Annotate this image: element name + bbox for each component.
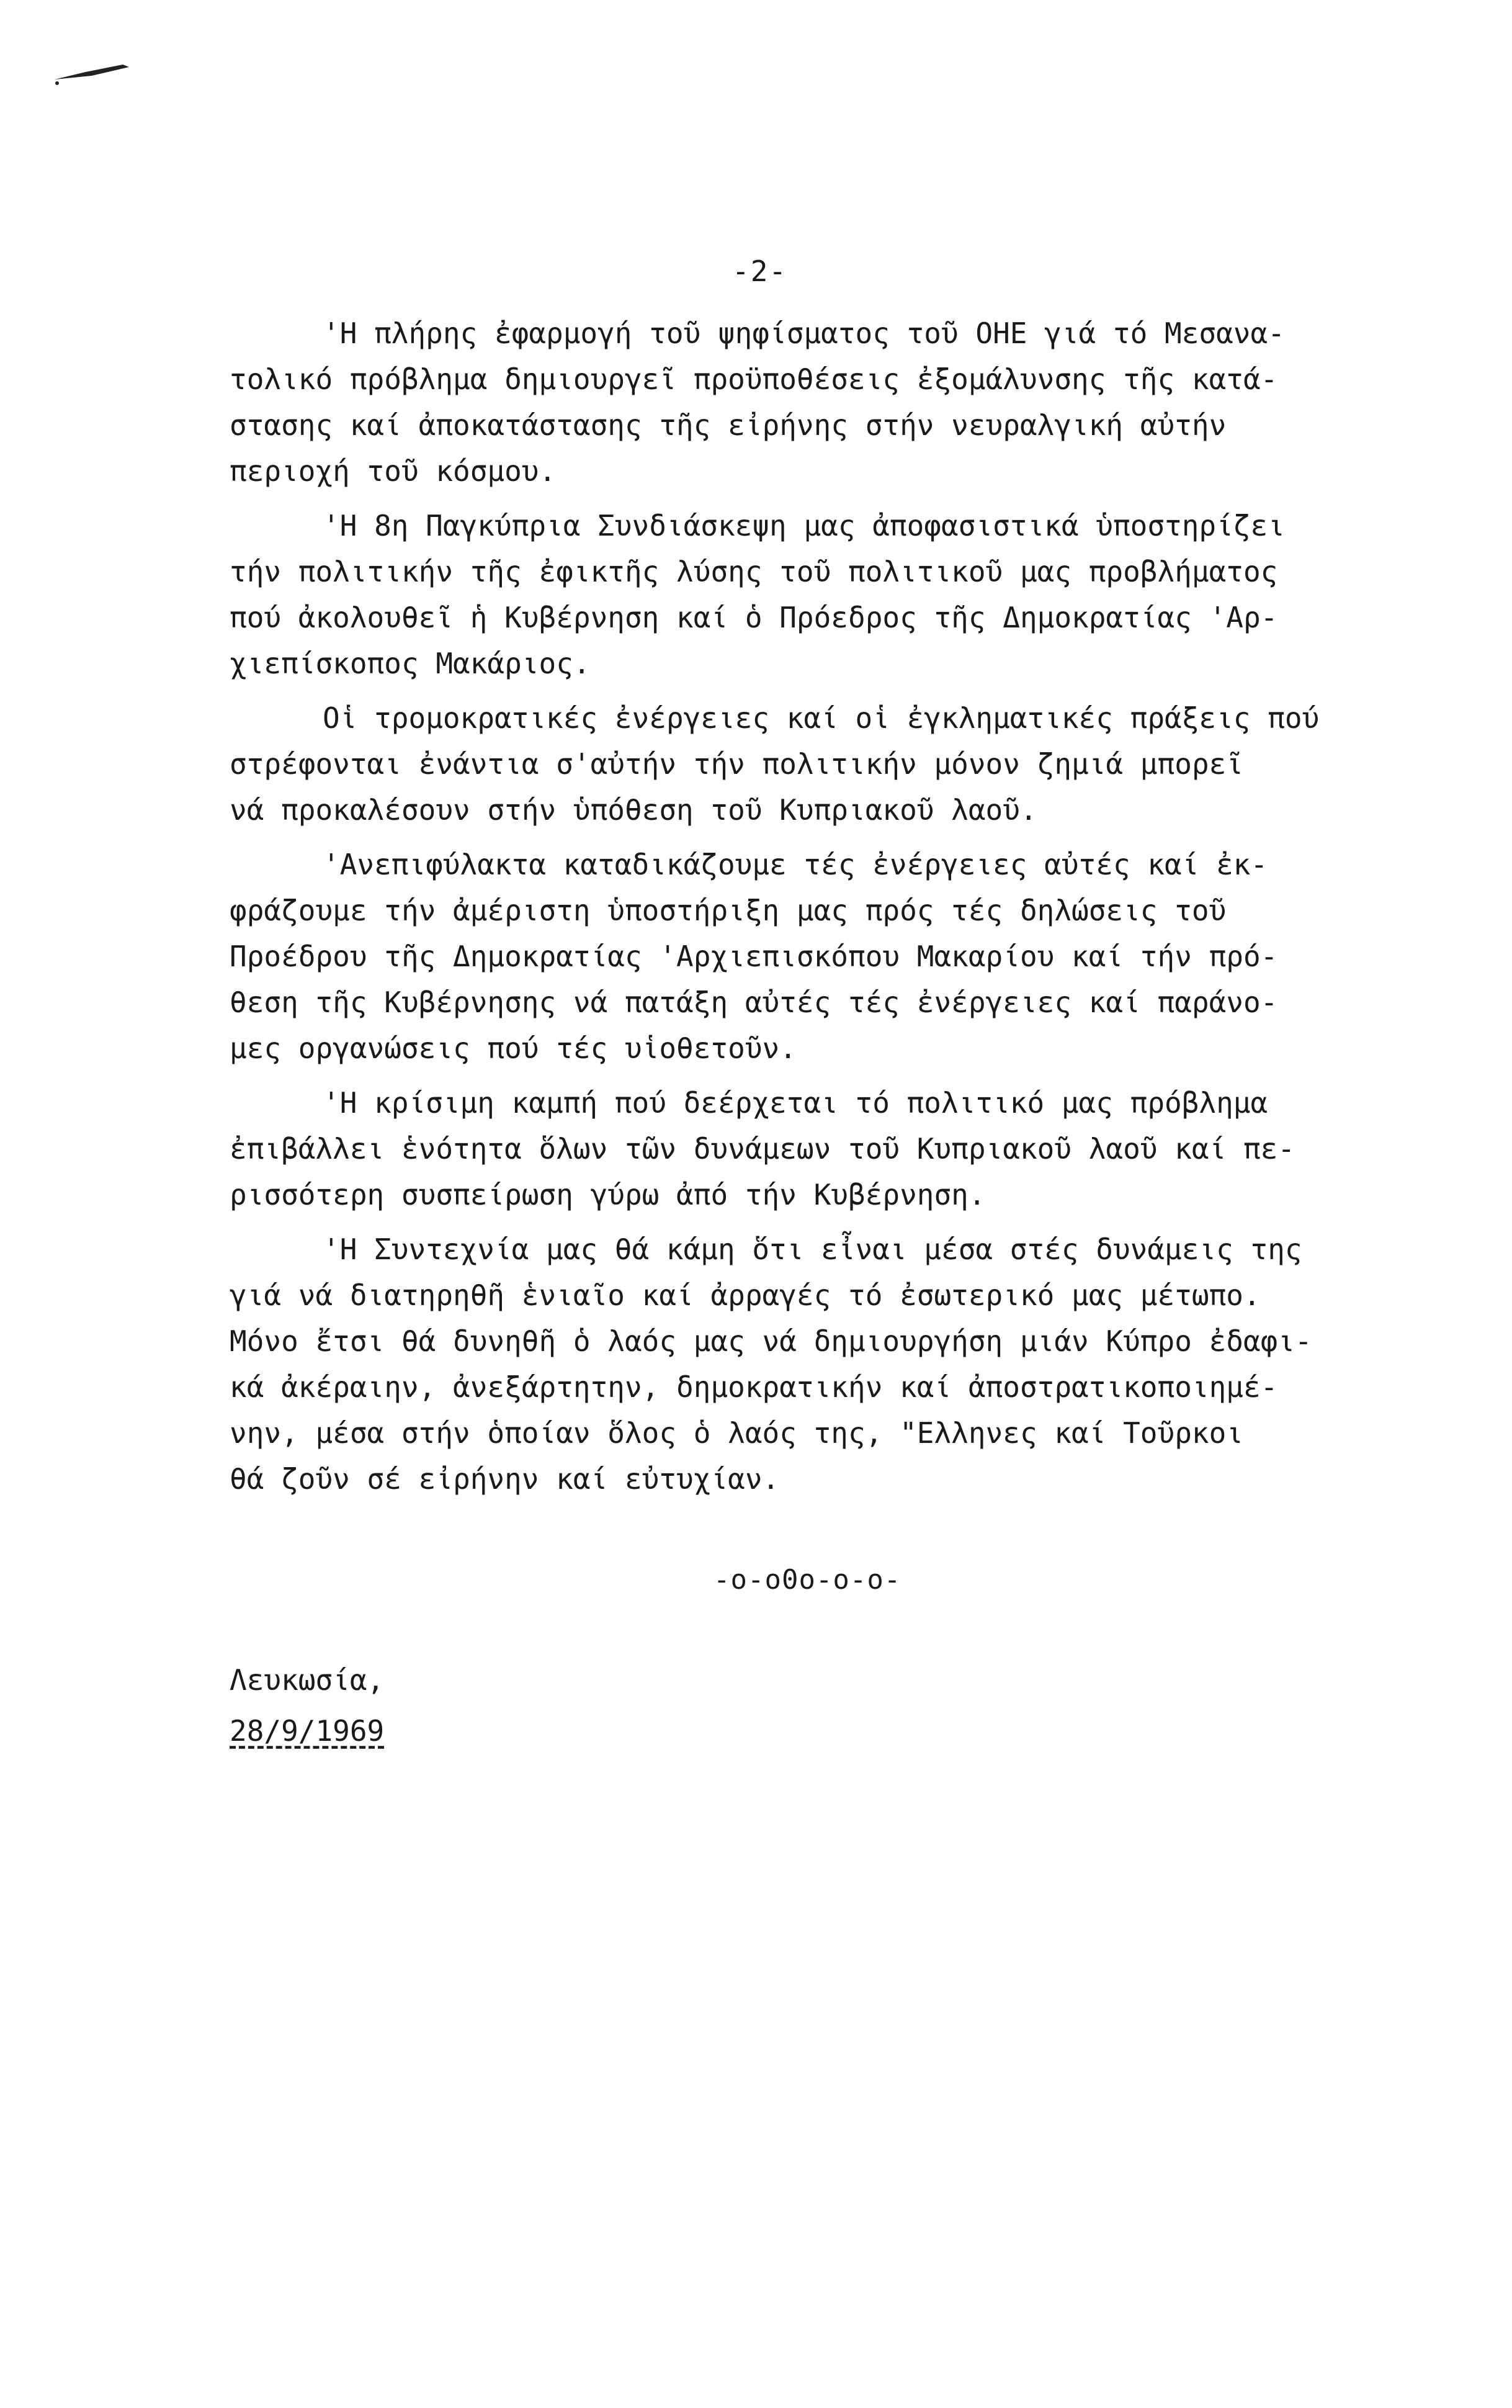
text-line: 'Η κρίσιμη καμπή πού δεέρχεται τό πολιτικό μας πρόβλημα (323, 1086, 1268, 1120)
paragraph (230, 842, 1433, 1071)
paragraph (230, 1080, 1433, 1218)
text-line: γιά νά διατηρηθῆ ἑνιαῖο καί ἀρραγές τό ἐσωτερικό μας μέτωπο. (230, 1278, 1261, 1312)
text-line: 'Η πλήρης ἐφαρμογή τοῦ ψηφίσματος τοῦ ΟΗΕ γιά τό Μεσανα- (323, 317, 1285, 350)
text-line: στασης καί ἀποκατάστασης τῆς εἰρήνης στήν νευραλγική αὐτήν (230, 408, 1227, 442)
text-line: Προέδρου τῆς Δημοκρατίας 'Αρχιεπισκόπου Μακαρίου καί τήν πρό- (230, 940, 1278, 973)
text-line: πού ἀκολουθεῖ ἡ Κυβέρνηση καί ὁ Πρόεδρος τῆς Δημοκρατίας 'Αρ- (230, 601, 1278, 634)
text-line: τήν πολιτικήν τῆς ἐφικτῆς λύσης τοῦ πολιτικοῦ μας προβλήματος (230, 555, 1278, 588)
text-line: 'Ανεπιφύλακτα καταδικάζουμε τές ἐνέργειες αὐτές καί ἐκ- (323, 848, 1268, 881)
paragraph (230, 310, 1433, 494)
section-separator: -o-o0o-o-o- (714, 1564, 901, 1596)
paragraph (230, 695, 1433, 833)
body-text (230, 310, 1433, 1502)
closing-date: 28/9/1969 (230, 1714, 385, 1748)
text-line: χιεπίσκοπος Μακάριος. (230, 647, 591, 680)
text-line: περιοχή τοῦ κόσμου. (230, 454, 557, 488)
text-line: 'Η 8η Παγκύπρια Συνδιάσκεψη μας ἀποφασιστικά ὑποστηρίζει (323, 509, 1285, 542)
ink-smudge-mark (48, 61, 135, 86)
text-line: θεση τῆς Κυβέρνησης νά πατάξη αὐτές τές ἐνέργειες καί παράνο- (230, 986, 1278, 1019)
text-line: μες οργανώσεις πού τές υἱοθετοῦν. (230, 1031, 797, 1065)
text-line: Οἱ τρομοκρατικές ἐνέργειες καί οἱ ἐγκληματικές πράξεις πού (323, 701, 1320, 735)
text-line: 'Η Συντεχνία μας θά κάμη ὅτι εἶναι μέσα στές δυνάμεις της (323, 1233, 1302, 1266)
text-line: ἐπιβάλλει ἑνότητα ὅλων τῶν δυνάμεων τοῦ Κυπριακοῦ λαοῦ καί πε- (230, 1132, 1295, 1166)
text-line: Μόνο ἔτσι θά δυνηθῆ ὁ λαός μας νά δημιουργήση μιάν Κύπρο ἐδαφι- (230, 1324, 1312, 1358)
text-line: θά ζοῦν σέ εἰρήνην καί εὐτυχίαν. (230, 1462, 780, 1496)
text-line: νην, μέσα στήν ὁποίαν ὅλος ὁ λαός της, "Ελληνες καί Τοῦρκοι (230, 1416, 1243, 1450)
page-number: -2- (732, 254, 788, 288)
text-line: νά προκαλέσουν στήν ὑπόθεση τοῦ Κυπριακοῦ λαοῦ. (230, 793, 1037, 827)
text-line: ρισσότερη συσπείρωση γύρω ἀπό τήν Κυβέρνηση. (230, 1178, 986, 1211)
text-line: τολικό πρόβλημα δημιουργεῖ προϋποθέσεις ἐξομάλυνσης τῆς κατά- (230, 362, 1278, 396)
paragraph (230, 1226, 1433, 1502)
text-line: στρέφονται ἐνάντια σ'αὐτήν τήν πολιτικήν μόνον ζημιά μπορεῖ (230, 747, 1243, 781)
closing-place: Λευκωσία, (230, 1663, 385, 1697)
text-line: κά ἀκέραιην, ἀνεξάρτητην, δημοκρατικήν καί ἀποστρατικοποιημέ- (230, 1370, 1278, 1404)
paragraph (230, 503, 1433, 686)
text-line: φράζουμε τήν ἀμέριστη ὑποστήριξη μας πρός τές δηλώσεις τοῦ (230, 894, 1227, 927)
